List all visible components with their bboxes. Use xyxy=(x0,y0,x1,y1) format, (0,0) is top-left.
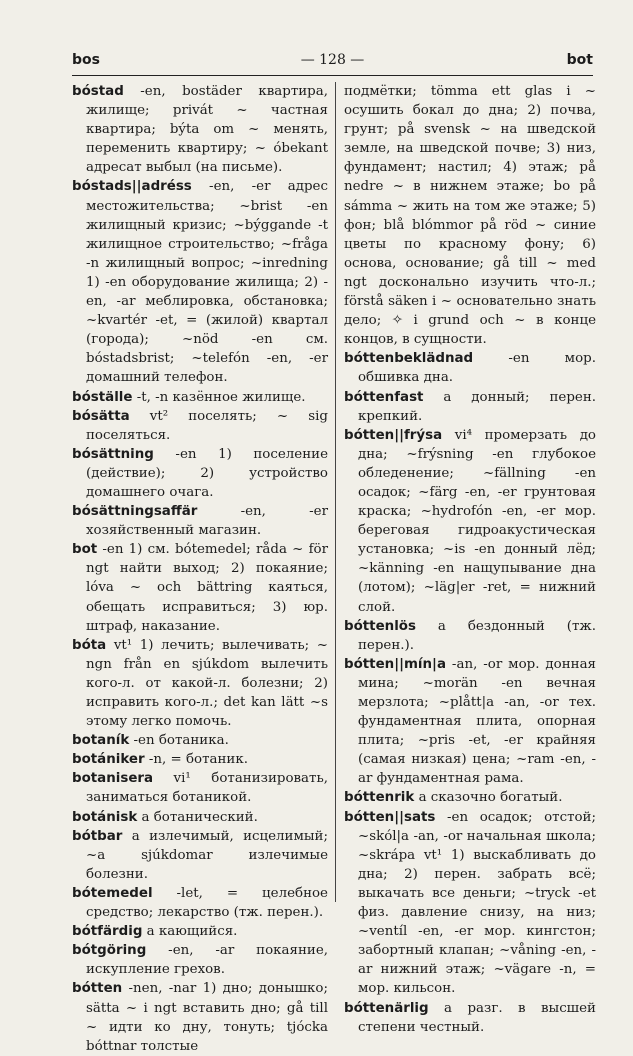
entry-body: -en мор. обшивка дна. xyxy=(358,351,596,386)
dictionary-entry xyxy=(72,502,328,540)
entry-body: -en 1) поселение (действие); 2) устройство домашнего очага. xyxy=(86,446,328,500)
headword: bóttenfast xyxy=(344,389,424,405)
entry-continuation: подмётки; tömma ett glas i ~ осушить бокал до дна; 2) почва, грунт; på svensk ~ на шведской земле, на шведской почве; 3) низ, фундамент; настил; 4) этаж; på nedre ~ в нижнем этаже; bo på sámma ~ жить на том же этаже; 5) фон; blå blómmor på röd ~ синие цветы по красному фону; 6) основа, основание; gå till ~ med ngt досконально изучить что-л.; förstå säken i ~ основательно знать дело; ✧ i grund och ~ в конце концов, в сущности. xyxy=(344,84,596,348)
entry-body: -en ботаника. xyxy=(129,733,229,749)
dictionary-entry xyxy=(72,177,328,387)
dictionary-entry xyxy=(344,388,596,426)
dictionary-entry xyxy=(72,884,328,922)
headword: bóttenbeklädnad xyxy=(344,351,474,367)
header-rule xyxy=(72,75,593,76)
dictionary-entry xyxy=(72,445,328,502)
column-divider xyxy=(335,82,336,902)
entry-body: vi⁴ промерзать до дна; ~frýsning -en глубокое обледенение; ~fällning -en осадок; ~färg -en, -er грунтовая краска; ~hydrofón -en, -er мор. береговая гидроакустическая установка; ~is -en донный лёд; ~känning -en нащупывание дна (лотом); ~läg|er -ret, = нижний слой. xyxy=(358,427,596,615)
headword: bot xyxy=(72,542,98,558)
headword: bóttenärlig xyxy=(344,1000,429,1016)
headword: bótemedel xyxy=(72,885,153,901)
entry-body: vi¹ ботанизировать, заниматься ботаникой. xyxy=(86,771,328,806)
headword: bóstads||adréss xyxy=(72,179,192,195)
dictionary-entry xyxy=(344,999,596,1037)
headword: bósätta xyxy=(72,408,130,424)
headword: bótfärdig xyxy=(72,924,143,940)
dictionary-entry xyxy=(344,788,596,807)
entry-body: a излечимый, исцелимый; ~a sjúkdomar излечимые болезни. xyxy=(86,828,328,882)
headword: bótbar xyxy=(72,828,123,844)
headword: botaník xyxy=(72,733,130,749)
dictionary-entry xyxy=(72,827,328,884)
headword: bóstad xyxy=(72,84,124,99)
headword: botánisk xyxy=(72,809,138,825)
entry-body: -en 1) см. bótemedel; råda ~ för ngt найти выход; 2) покаяние; lóva ~ och bättring каяться, обещать исправиться; 3) юр. штраф, наказание. xyxy=(86,542,328,634)
dictionary-entry xyxy=(72,731,328,750)
dictionary-entry xyxy=(344,426,596,617)
headword: bóställe xyxy=(72,389,133,405)
entry-body: a донный; перен. крепкий. xyxy=(358,389,596,424)
page-number: — 128 — xyxy=(300,52,365,68)
entry-body: -en, -ar покаяние, искупление грехов. xyxy=(86,943,328,978)
headword: bóttenrik xyxy=(344,790,415,806)
headword: bóta xyxy=(72,637,107,653)
entry-body: -nen, -nar 1) дно; донышко; sätta ~ i ngt вставить дно; gå till ~ идти ко дну, тонуть; tjócka bóttnar толстые xyxy=(86,981,328,1054)
headword: botanisera xyxy=(72,771,154,787)
headword: bóttenlös xyxy=(344,618,416,634)
entry-body: -en, -er хозяйственный магазин. xyxy=(86,504,328,539)
entry-body: -en, -er адрес местожительства; ~brist -en жилищный кризис; ~býggande -t жилищное строительство; ~fråga -n жилищный вопрос; ~inredning 1) -en оборудование жилища; 2) -en, -ar меблировка, обстановка; ~kvartér -et, = (жилой) квартал (города); ~nöd -en см. bóstadsbrist; ~telefón -en, -er домашний телефон. xyxy=(86,179,328,386)
headword: bósättning xyxy=(72,446,154,462)
entry-body: a бездонный (тж. перен.). xyxy=(358,618,596,653)
headword: botániker xyxy=(72,752,145,768)
entry-body: a ботанический. xyxy=(137,809,258,825)
dictionary-entry xyxy=(344,808,596,999)
entry-body: -en осадок; отстой; ~skól|a -an, -or начальная школа; ~skrápa vt¹ 1) выскабливать до дна; 2) перен. забрать всё; выкачать все деньги; ~tryck -et физ. давление снизу, на низ; ~ventíl -en, -er мор. кингстон; забортный клапан; ~våning -en, -ar нижний этаж; ~vägare -n, = мор. кильсон. xyxy=(358,809,596,997)
dictionary-entry xyxy=(72,636,328,731)
headword: bótten||mín|a xyxy=(344,656,446,672)
dictionary-entry xyxy=(72,540,328,635)
entry-body: a сказочно богатый. xyxy=(414,790,563,806)
headword: bótten||sats xyxy=(344,809,436,825)
entry-body: vt¹ 1) лечить; вылечивать; ~ ngn från en sjúkdom вылечить кого-л. от какой-л. болезни; 2) исправить кого-л.; det kan lätt ~s этому легко помочь. xyxy=(86,637,328,730)
left-column xyxy=(72,82,328,1056)
dictionary-entry xyxy=(72,750,328,769)
header-left-word: bos xyxy=(72,52,100,68)
page-header xyxy=(72,52,593,74)
dictionary-entry xyxy=(72,922,328,941)
dictionary-entry xyxy=(344,349,596,387)
dictionary-entry xyxy=(72,769,328,807)
dictionary-entry xyxy=(72,82,328,177)
entry-body: vt² поселять; ~ sig поселяться. xyxy=(86,408,328,443)
right-column xyxy=(344,82,596,1037)
entry-body: -n, = ботаник. xyxy=(144,752,248,768)
headword: bótten xyxy=(72,981,123,997)
dictionary-entry xyxy=(344,617,596,655)
entry-body: -an, -or мор. донная мина; ~morän -en вечная мерзлота; ~plått|a -an, -or тех. фундаментная плита, опорная плита; ~pris -et, -er крайняя (самая низкая) цена; ~ram -en, -ar фундаментная рама. xyxy=(358,656,596,787)
entry-body: -let, = целебное средство; лекарство (тж. перен.). xyxy=(86,885,328,921)
dictionary-entry xyxy=(72,979,328,1055)
headword: bótgöring xyxy=(72,943,147,959)
entry-body: a кающийся. xyxy=(142,924,238,940)
dictionary-entry xyxy=(72,388,328,407)
entry-body: -en, bostäder квартира, жилище; privát ~ частная квартира; býta om ~ менять, переменить квартиру; ~ óbekant адресат выбыл (на письме). xyxy=(86,84,328,176)
headword: bótten||frýsa xyxy=(344,427,443,443)
header-right-word: bot xyxy=(566,52,593,68)
entry-body: a разг. в высшей степени честный. xyxy=(358,1000,596,1035)
dictionary-entry xyxy=(72,808,328,827)
entry-body: -t, -n казённое жилище. xyxy=(132,389,306,405)
headword: bósättningsaffär xyxy=(72,504,198,520)
dictionary-entry xyxy=(72,407,328,445)
dictionary-entry xyxy=(72,941,328,979)
dictionary-entry xyxy=(344,655,596,789)
